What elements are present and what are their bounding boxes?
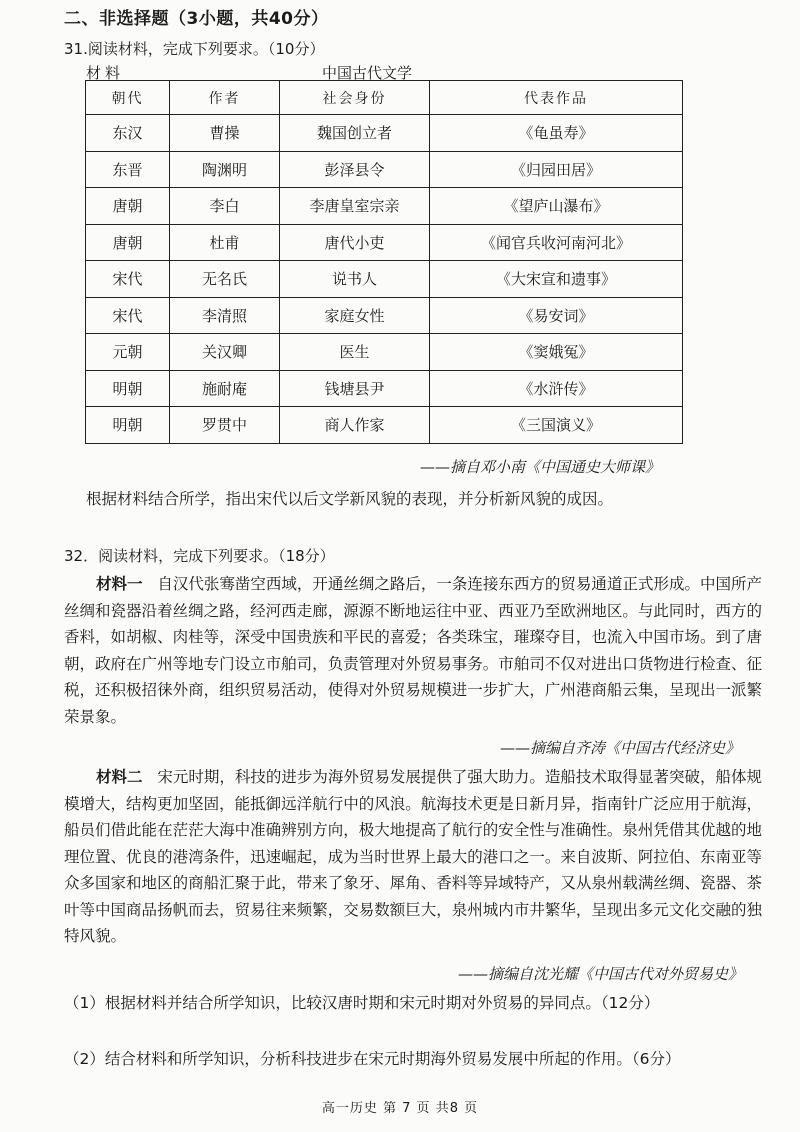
header-author: 作者 (170, 81, 280, 115)
table-row (86, 370, 683, 407)
cell-works: 《窦娥冤》 (430, 334, 683, 371)
q31-source: ——摘自邓小南《中国通史大师课》 (420, 458, 661, 476)
table-row (86, 407, 683, 444)
literature-table (85, 80, 683, 444)
q31-heading: 31.阅读材料，完成下列要求。（10分） (64, 40, 325, 58)
cell-dynasty: 明朝 (86, 407, 170, 444)
q32-sub1: （1）根据材料并结合所学知识，比较汉唐时期和宋元时期对外贸易的异同点。（12分） (64, 994, 660, 1012)
material2-source: ——摘编自沈光耀《中国古代对外贸易史》 (458, 965, 744, 983)
cell-dynasty: 东汉 (86, 115, 170, 152)
table-row (86, 188, 683, 225)
cell-author: 陶渊明 (170, 151, 280, 188)
table-row (86, 334, 683, 371)
material2-label: 材料二 (96, 768, 143, 786)
cell-identity: 商人作家 (280, 407, 430, 444)
cell-identity: 李唐皇室宗亲 (280, 188, 430, 225)
cell-author: 施耐庵 (170, 370, 280, 407)
cell-works: 《望庐山瀑布》 (430, 188, 683, 225)
cell-dynasty: 唐朝 (86, 188, 170, 225)
cell-author: 李白 (170, 188, 280, 225)
cell-works: 《龟虽寿》 (430, 115, 683, 152)
cell-dynasty: 唐朝 (86, 224, 170, 261)
table-row (86, 261, 683, 298)
cell-author: 李清照 (170, 297, 280, 334)
cell-identity: 唐代小吏 (280, 224, 430, 261)
header-works: 代表作品 (430, 81, 683, 115)
section-title: 二、非选择题（3小题，共40分） (64, 9, 329, 29)
cell-works: 《水浒传》 (430, 370, 683, 407)
material2-paragraph (64, 764, 762, 950)
table-header-row (86, 81, 683, 115)
header-dynasty: 朝代 (86, 81, 170, 115)
cell-dynasty: 东晋 (86, 151, 170, 188)
cell-identity: 医生 (280, 334, 430, 371)
table-row (86, 224, 683, 261)
header-identity: 社会身份 (280, 81, 430, 115)
cell-works: 《闻官兵收河南河北》 (430, 224, 683, 261)
cell-author: 杜甫 (170, 224, 280, 261)
q31-question: 根据材料结合所学，指出宋代以后文学新风貌的表现，并分析新风貌的成因。 (86, 490, 614, 508)
cell-works: 《归园田居》 (430, 151, 683, 188)
material1-text: 自汉代张骞凿空西域，开通丝绸之路后，一条连接东西方的贸易通道正式形成。中国所产丝绸和瓷器沿着丝绸之路，经河西走廊，源源不断地运往中亚、西亚乃至欧洲地区。与此同时，西方的香料，如胡椒、肉桂等，深受中国贵族和平民的喜爱；各类珠宝，璀璨夺目，也流入中国市场。到了唐朝，政府在广州等地专门设立市舶司，负责管理对外贸易事务。市舶司不仅对进出口货物进行检查、征税，还积极招徕外商，组织贸易活动，使得对外贸易规模进一步扩大，广州港商船云集，呈现出一派繁荣景象。 (64, 575, 762, 726)
table-row (86, 115, 683, 152)
cell-author: 罗贯中 (170, 407, 280, 444)
cell-identity: 钱塘县尹 (280, 370, 430, 407)
cell-identity: 魏国创立者 (280, 115, 430, 152)
table-row (86, 151, 683, 188)
cell-author: 关汉卿 (170, 334, 280, 371)
cell-dynasty: 宋代 (86, 297, 170, 334)
cell-author: 无名氏 (170, 261, 280, 298)
cell-identity: 家庭女性 (280, 297, 430, 334)
q32-sub2: （2）结合材料和所学知识，分析科技进步在宋元时期海外贸易发展中所起的作用。（6分） (64, 1050, 681, 1068)
table-row (86, 297, 683, 334)
material1-paragraph (64, 571, 762, 730)
cell-dynasty: 宋代 (86, 261, 170, 298)
cell-works: 《三国演义》 (430, 407, 683, 444)
page-footer: 高一历史 第 7 页 共8 页 (321, 1101, 479, 1116)
material-label: 材料 (86, 64, 125, 82)
cell-identity: 彭泽县令 (280, 151, 430, 188)
cell-works: 《易安词》 (430, 297, 683, 334)
cell-dynasty: 元朝 (86, 334, 170, 371)
q32-heading: 32．阅读材料，完成下列要求。（18分） (64, 547, 335, 565)
cell-identity: 说书人 (280, 261, 430, 298)
cell-dynasty: 明朝 (86, 370, 170, 407)
material2-text: 宋元时期，科技的进步为海外贸易发展提供了强大助力。造船技术取得显著突破，船体规模增大，结构更加坚固，能抵御远洋航行中的风浪。航海技术更是日新月异，指南针广泛应用于航海，船员们借此能在茫茫大海中准确辨别方向，极大地提高了航行的安全性与准确性。泉州凭借其优越的地理位置、优良的港湾条件，迅速崛起，成为当时世界上最大的港口之一。来自波斯、阿拉伯、东南亚等众多国家和地区的商船汇聚于此，带来了象牙、犀角、香料等异域特产，又从泉州载满丝绸、瓷器、茶叶等中国商品扬帆而去，贸易往来频繁，交易数额巨大，泉州城内市井繁华，呈现出多元文化交融的独特风貌。 (64, 768, 762, 945)
table-title: 中国古代文学 (322, 64, 413, 82)
cell-works: 《大宋宣和遗事》 (430, 261, 683, 298)
material1-source: ——摘编自齐涛《中国古代经济史》 (500, 739, 741, 757)
cell-author: 曹操 (170, 115, 280, 152)
material1-label: 材料一 (96, 575, 143, 593)
